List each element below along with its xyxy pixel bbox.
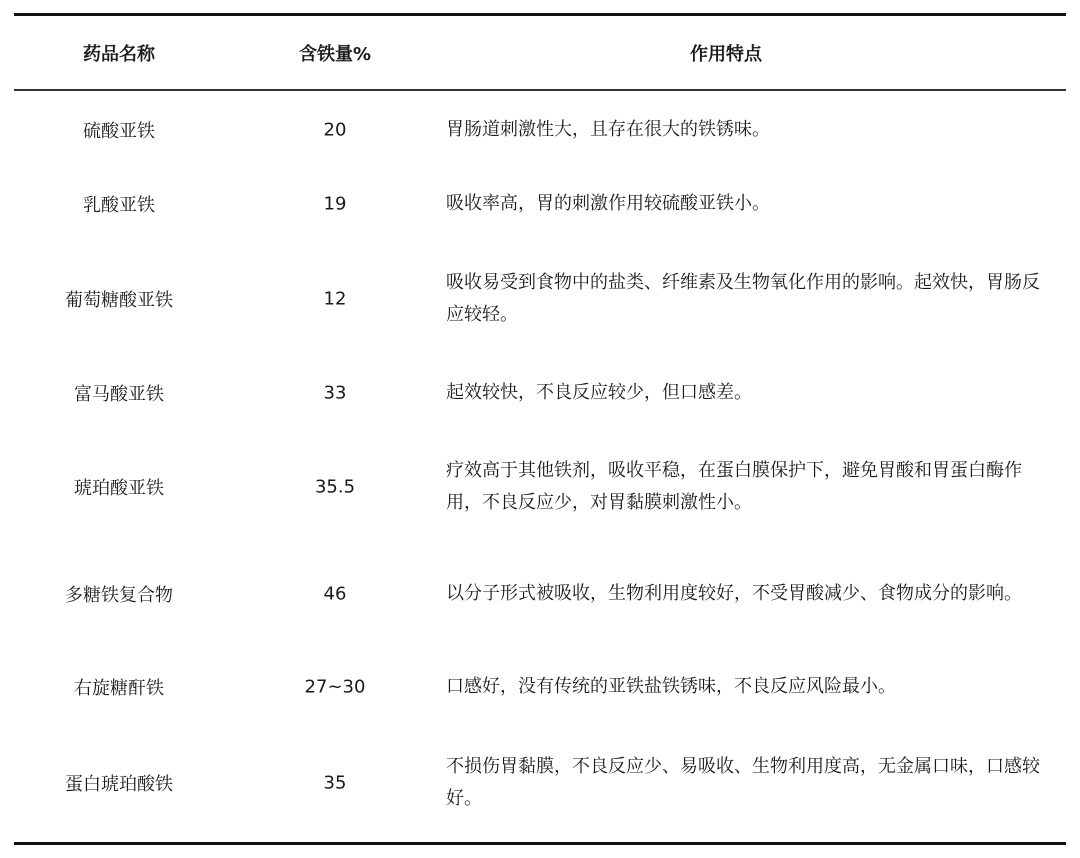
cell-features: 吸收易受到食物中的盐类、纤维素及生物氧化作用的影响。起效快，胃肠反应较轻。: [446, 272, 1040, 325]
table-header-rule: [14, 89, 1066, 91]
cell-iron-content: 33: [323, 382, 347, 404]
table-row: [14, 100, 1066, 160]
cell-iron-content: 27~30: [304, 676, 366, 698]
cell-features: 疗效高于其他铁剂，吸收平稳，在蛋白膜保护下，避免胃酸和胃蛋白酶作用，不良反应少，对胃黏膜刺激性小。: [446, 460, 1022, 513]
header-iron-content: 含铁量%: [298, 43, 372, 65]
cell-iron-content: 35.5: [314, 476, 356, 498]
table-bottom-rule: [14, 842, 1066, 845]
cell-features: 以分子形式被吸收，生物利用度较好，不受胃酸减少、食物成分的影响。: [446, 583, 1022, 604]
cell-iron-content: 19: [323, 193, 347, 215]
header-features: 作用特点: [690, 43, 762, 65]
table-row: [14, 450, 1066, 524]
table-row: [14, 557, 1066, 631]
cell-features: 不损伤胃黏膜，不良反应少、易吸收、生物利用度高，无金属口味，口感较好。: [446, 756, 1040, 809]
cell-drug-name: 蛋白琥珀酸铁: [65, 774, 173, 795]
cell-drug-name: 乳酸亚铁: [83, 195, 155, 216]
cell-drug-name: 硫酸亚铁: [83, 121, 155, 142]
cell-iron-content: 20: [323, 119, 347, 141]
cell-drug-name: 右旋糖酐铁: [74, 678, 164, 699]
cell-drug-name: 葡萄糖酸亚铁: [65, 290, 173, 311]
table-row: [14, 262, 1066, 336]
table-row: [14, 174, 1066, 234]
header-drug-name: 药品名称: [83, 43, 155, 65]
cell-features: 起效较快，不良反应较少，但口感差。: [446, 382, 752, 403]
table-row: [14, 657, 1066, 717]
cell-drug-name: 富马酸亚铁: [74, 384, 164, 405]
cell-features: 口感好，没有传统的亚铁盐铁锈味，不良反应风险最小。: [446, 676, 896, 697]
cell-drug-name: 琥珀酸亚铁: [74, 478, 164, 499]
cell-drug-name: 多糖铁复合物: [65, 585, 173, 606]
table-row: [14, 746, 1066, 820]
cell-features: 胃肠道刺激性大，且存在很大的铁锈味。: [446, 119, 770, 140]
table-row: [14, 363, 1066, 423]
cell-features: 吸收率高，胃的刺激作用较硫酸亚铁小。: [446, 193, 770, 214]
table-header: [14, 16, 1066, 89]
cell-iron-content: 12: [323, 288, 347, 310]
cell-iron-content: 46: [323, 583, 347, 605]
cell-iron-content: 35: [323, 772, 347, 794]
